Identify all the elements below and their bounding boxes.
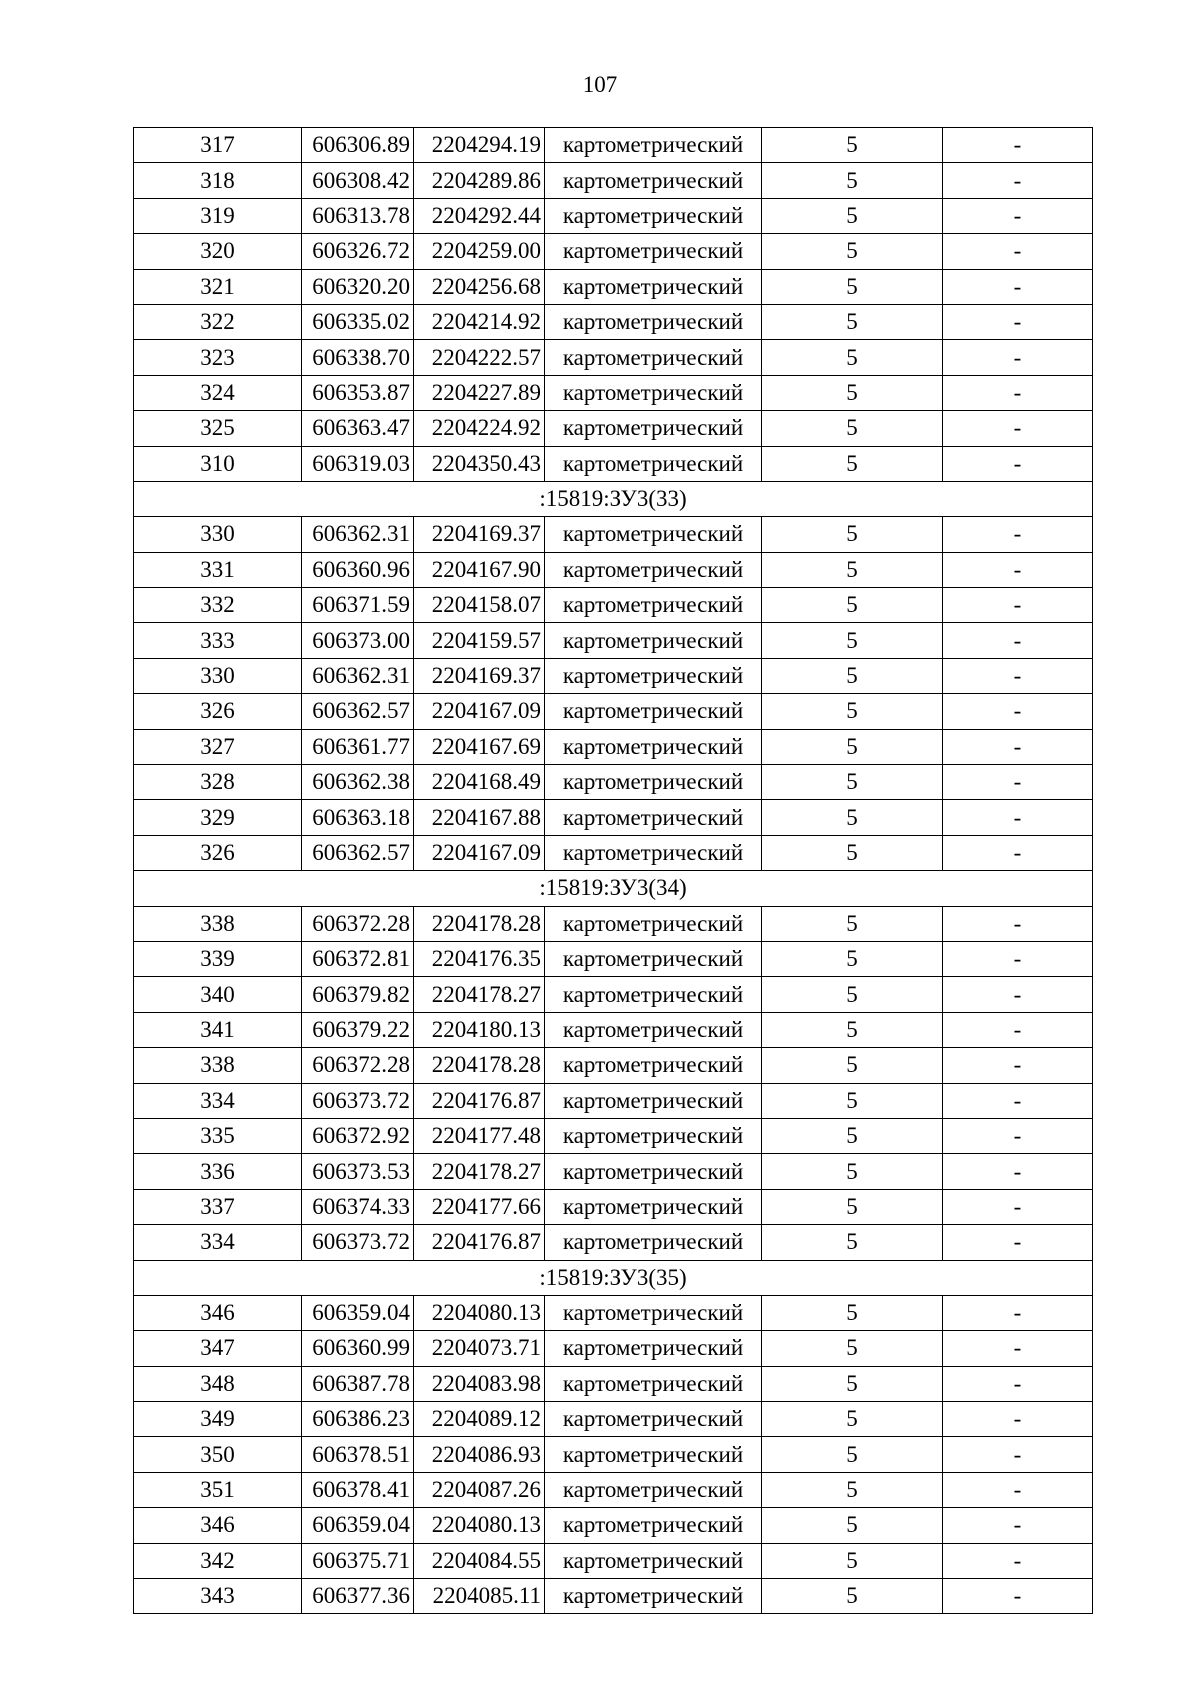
- point-number-cell: 319: [134, 198, 302, 233]
- y-coordinate-cell: 2204084.55: [414, 1543, 545, 1578]
- y-coordinate-cell: 2204089.12: [414, 1402, 545, 1437]
- note-cell: -: [943, 588, 1093, 623]
- note-cell: -: [943, 1118, 1093, 1153]
- coordinates-table: [133, 127, 1093, 1614]
- y-coordinate-cell: 2204178.27: [414, 1154, 545, 1189]
- table-row: [134, 729, 1093, 764]
- x-coordinate-cell: 606362.31: [302, 517, 414, 552]
- y-coordinate-cell: 2204292.44: [414, 198, 545, 233]
- point-number-cell: 330: [134, 517, 302, 552]
- x-coordinate-cell: 606353.87: [302, 375, 414, 410]
- y-coordinate-cell: 2204177.66: [414, 1189, 545, 1224]
- method-cell: картометрический: [545, 658, 762, 693]
- accuracy-cell: 5: [762, 163, 943, 198]
- method-cell: картометрический: [545, 198, 762, 233]
- x-coordinate-cell: 606378.41: [302, 1472, 414, 1507]
- note-cell: -: [943, 623, 1093, 658]
- point-number-cell: 351: [134, 1472, 302, 1507]
- note-cell: -: [943, 1048, 1093, 1083]
- y-coordinate-cell: 2204167.69: [414, 729, 545, 764]
- method-cell: картометрический: [545, 128, 762, 163]
- x-coordinate-cell: 606319.03: [302, 446, 414, 481]
- note-cell: -: [943, 1083, 1093, 1118]
- method-cell: картометрический: [545, 1402, 762, 1437]
- method-cell: картометрический: [545, 1083, 762, 1118]
- note-cell: -: [943, 1189, 1093, 1224]
- x-coordinate-cell: 606379.22: [302, 1012, 414, 1047]
- accuracy-cell: 5: [762, 658, 943, 693]
- accuracy-cell: 5: [762, 1083, 943, 1118]
- point-number-cell: 341: [134, 1012, 302, 1047]
- method-cell: картометрический: [545, 163, 762, 198]
- accuracy-cell: 5: [762, 765, 943, 800]
- x-coordinate-cell: 606359.04: [302, 1295, 414, 1330]
- note-cell: -: [943, 694, 1093, 729]
- x-coordinate-cell: 606320.20: [302, 269, 414, 304]
- table-row: [134, 1402, 1093, 1437]
- accuracy-cell: 5: [762, 1012, 943, 1047]
- note-cell: -: [943, 658, 1093, 693]
- table-row: [134, 1437, 1093, 1472]
- note-cell: -: [943, 1579, 1093, 1614]
- point-number-cell: 318: [134, 163, 302, 198]
- accuracy-cell: 5: [762, 1472, 943, 1507]
- accuracy-cell: 5: [762, 304, 943, 339]
- accuracy-cell: 5: [762, 269, 943, 304]
- method-cell: картометрический: [545, 1472, 762, 1507]
- y-coordinate-cell: 2204178.28: [414, 1048, 545, 1083]
- note-cell: -: [943, 765, 1093, 800]
- table-row: [134, 1331, 1093, 1366]
- note-cell: -: [943, 1543, 1093, 1578]
- point-number-cell: 322: [134, 304, 302, 339]
- y-coordinate-cell: 2204169.37: [414, 658, 545, 693]
- note-cell: -: [943, 906, 1093, 941]
- x-coordinate-cell: 606361.77: [302, 729, 414, 764]
- section-header-cell: :15819:ЗУ3(33): [134, 481, 1093, 516]
- accuracy-cell: 5: [762, 446, 943, 481]
- method-cell: картометрический: [545, 552, 762, 587]
- note-cell: -: [943, 1437, 1093, 1472]
- y-coordinate-cell: 2204167.09: [414, 835, 545, 870]
- point-number-cell: 337: [134, 1189, 302, 1224]
- x-coordinate-cell: 606360.99: [302, 1331, 414, 1366]
- method-cell: картометрический: [545, 1331, 762, 1366]
- x-coordinate-cell: 606313.78: [302, 198, 414, 233]
- point-number-cell: 333: [134, 623, 302, 658]
- note-cell: -: [943, 1295, 1093, 1330]
- note-cell: -: [943, 1154, 1093, 1189]
- accuracy-cell: 5: [762, 588, 943, 623]
- accuracy-cell: 5: [762, 517, 943, 552]
- note-cell: -: [943, 977, 1093, 1012]
- accuracy-cell: 5: [762, 694, 943, 729]
- y-coordinate-cell: 2204158.07: [414, 588, 545, 623]
- x-coordinate-cell: 606377.36: [302, 1579, 414, 1614]
- note-cell: -: [943, 304, 1093, 339]
- table-row: [134, 1083, 1093, 1118]
- x-coordinate-cell: 606378.51: [302, 1437, 414, 1472]
- accuracy-cell: 5: [762, 552, 943, 587]
- note-cell: -: [943, 1402, 1093, 1437]
- point-number-cell: 332: [134, 588, 302, 623]
- accuracy-cell: 5: [762, 340, 943, 375]
- point-number-cell: 325: [134, 411, 302, 446]
- table-row: [134, 800, 1093, 835]
- section-header-row: [134, 481, 1093, 516]
- x-coordinate-cell: 606371.59: [302, 588, 414, 623]
- note-cell: -: [943, 375, 1093, 410]
- method-cell: картометрический: [545, 1579, 762, 1614]
- accuracy-cell: 5: [762, 128, 943, 163]
- accuracy-cell: 5: [762, 375, 943, 410]
- method-cell: картометрический: [545, 941, 762, 976]
- y-coordinate-cell: 2204176.87: [414, 1083, 545, 1118]
- section-header-cell: :15819:ЗУ3(35): [134, 1260, 1093, 1295]
- y-coordinate-cell: 2204080.13: [414, 1508, 545, 1543]
- accuracy-cell: 5: [762, 411, 943, 446]
- accuracy-cell: 5: [762, 1189, 943, 1224]
- x-coordinate-cell: 606379.82: [302, 977, 414, 1012]
- accuracy-cell: 5: [762, 1437, 943, 1472]
- method-cell: картометрический: [545, 1154, 762, 1189]
- method-cell: картометрический: [545, 1508, 762, 1543]
- table-row: [134, 128, 1093, 163]
- table-row: [134, 163, 1093, 198]
- table-row: [134, 694, 1093, 729]
- method-cell: картометрический: [545, 835, 762, 870]
- point-number-cell: 335: [134, 1118, 302, 1153]
- accuracy-cell: 5: [762, 835, 943, 870]
- table-row: [134, 340, 1093, 375]
- note-cell: -: [943, 1012, 1093, 1047]
- method-cell: картометрический: [545, 694, 762, 729]
- x-coordinate-cell: 606362.38: [302, 765, 414, 800]
- x-coordinate-cell: 606373.00: [302, 623, 414, 658]
- x-coordinate-cell: 606373.72: [302, 1225, 414, 1260]
- x-coordinate-cell: 606375.71: [302, 1543, 414, 1578]
- y-coordinate-cell: 2204086.93: [414, 1437, 545, 1472]
- method-cell: картометрический: [545, 1189, 762, 1224]
- accuracy-cell: 5: [762, 941, 943, 976]
- y-coordinate-cell: 2204178.28: [414, 906, 545, 941]
- method-cell: картометрический: [545, 977, 762, 1012]
- point-number-cell: 338: [134, 906, 302, 941]
- point-number-cell: 317: [134, 128, 302, 163]
- x-coordinate-cell: 606362.57: [302, 694, 414, 729]
- note-cell: -: [943, 1366, 1093, 1401]
- method-cell: картометрический: [545, 623, 762, 658]
- method-cell: картометрический: [545, 1295, 762, 1330]
- y-coordinate-cell: 2204176.35: [414, 941, 545, 976]
- y-coordinate-cell: 2204289.86: [414, 163, 545, 198]
- accuracy-cell: 5: [762, 729, 943, 764]
- accuracy-cell: 5: [762, 1118, 943, 1153]
- table-row: [134, 1154, 1093, 1189]
- note-cell: -: [943, 340, 1093, 375]
- accuracy-cell: 5: [762, 1402, 943, 1437]
- x-coordinate-cell: 606338.70: [302, 340, 414, 375]
- x-coordinate-cell: 606363.47: [302, 411, 414, 446]
- y-coordinate-cell: 2204180.13: [414, 1012, 545, 1047]
- note-cell: -: [943, 128, 1093, 163]
- note-cell: -: [943, 269, 1093, 304]
- accuracy-cell: 5: [762, 1366, 943, 1401]
- y-coordinate-cell: 2204259.00: [414, 234, 545, 269]
- accuracy-cell: 5: [762, 198, 943, 233]
- method-cell: картометрический: [545, 1366, 762, 1401]
- method-cell: картометрический: [545, 375, 762, 410]
- accuracy-cell: 5: [762, 800, 943, 835]
- accuracy-cell: 5: [762, 623, 943, 658]
- x-coordinate-cell: 606372.92: [302, 1118, 414, 1153]
- point-number-cell: 348: [134, 1366, 302, 1401]
- table-row: [134, 1118, 1093, 1153]
- y-coordinate-cell: 2204224.92: [414, 411, 545, 446]
- accuracy-cell: 5: [762, 1154, 943, 1189]
- method-cell: картометрический: [545, 411, 762, 446]
- point-number-cell: 331: [134, 552, 302, 587]
- point-number-cell: 330: [134, 658, 302, 693]
- y-coordinate-cell: 2204177.48: [414, 1118, 545, 1153]
- x-coordinate-cell: 606373.72: [302, 1083, 414, 1118]
- accuracy-cell: 5: [762, 1048, 943, 1083]
- point-number-cell: 336: [134, 1154, 302, 1189]
- point-number-cell: 347: [134, 1331, 302, 1366]
- section-header-row: [134, 871, 1093, 906]
- table-row: [134, 1579, 1093, 1614]
- accuracy-cell: 5: [762, 1225, 943, 1260]
- x-coordinate-cell: 606326.72: [302, 234, 414, 269]
- y-coordinate-cell: 2204350.43: [414, 446, 545, 481]
- table-row: [134, 375, 1093, 410]
- note-cell: -: [943, 552, 1093, 587]
- table-row: [134, 1189, 1093, 1224]
- point-number-cell: 324: [134, 375, 302, 410]
- y-coordinate-cell: 2204256.68: [414, 269, 545, 304]
- y-coordinate-cell: 2204167.88: [414, 800, 545, 835]
- table-row: [134, 765, 1093, 800]
- method-cell: картометрический: [545, 906, 762, 941]
- coordinates-table-body: [134, 128, 1093, 1614]
- point-number-cell: 310: [134, 446, 302, 481]
- method-cell: картометрический: [545, 1048, 762, 1083]
- method-cell: картометрический: [545, 1543, 762, 1578]
- method-cell: картометрический: [545, 1437, 762, 1472]
- y-coordinate-cell: 2204214.92: [414, 304, 545, 339]
- point-number-cell: 326: [134, 835, 302, 870]
- y-coordinate-cell: 2204083.98: [414, 1366, 545, 1401]
- x-coordinate-cell: 606372.28: [302, 906, 414, 941]
- note-cell: -: [943, 1508, 1093, 1543]
- point-number-cell: 326: [134, 694, 302, 729]
- table-row: [134, 658, 1093, 693]
- y-coordinate-cell: 2204168.49: [414, 765, 545, 800]
- table-row: [134, 234, 1093, 269]
- method-cell: картометрический: [545, 340, 762, 375]
- table-row: [134, 941, 1093, 976]
- note-cell: -: [943, 234, 1093, 269]
- x-coordinate-cell: 606360.96: [302, 552, 414, 587]
- y-coordinate-cell: 2204159.57: [414, 623, 545, 658]
- x-coordinate-cell: 606387.78: [302, 1366, 414, 1401]
- note-cell: -: [943, 517, 1093, 552]
- method-cell: картометрический: [545, 729, 762, 764]
- point-number-cell: 340: [134, 977, 302, 1012]
- accuracy-cell: 5: [762, 977, 943, 1012]
- table-row: [134, 198, 1093, 233]
- accuracy-cell: 5: [762, 1579, 943, 1614]
- method-cell: картометрический: [545, 517, 762, 552]
- note-cell: -: [943, 729, 1093, 764]
- point-number-cell: 349: [134, 1402, 302, 1437]
- point-number-cell: 334: [134, 1083, 302, 1118]
- x-coordinate-cell: 606359.04: [302, 1508, 414, 1543]
- y-coordinate-cell: 2204167.90: [414, 552, 545, 587]
- x-coordinate-cell: 606386.23: [302, 1402, 414, 1437]
- method-cell: картометрический: [545, 269, 762, 304]
- x-coordinate-cell: 606373.53: [302, 1154, 414, 1189]
- note-cell: -: [943, 411, 1093, 446]
- y-coordinate-cell: 2204080.13: [414, 1295, 545, 1330]
- method-cell: картометрический: [545, 446, 762, 481]
- accuracy-cell: 5: [762, 1331, 943, 1366]
- table-row: [134, 1225, 1093, 1260]
- x-coordinate-cell: 606362.31: [302, 658, 414, 693]
- table-row: [134, 835, 1093, 870]
- y-coordinate-cell: 2204073.71: [414, 1331, 545, 1366]
- method-cell: картометрический: [545, 765, 762, 800]
- table-row: [134, 446, 1093, 481]
- x-coordinate-cell: 606306.89: [302, 128, 414, 163]
- table-row: [134, 1543, 1093, 1578]
- table-row: [134, 623, 1093, 658]
- table-row: [134, 977, 1093, 1012]
- point-number-cell: 321: [134, 269, 302, 304]
- note-cell: -: [943, 941, 1093, 976]
- point-number-cell: 338: [134, 1048, 302, 1083]
- x-coordinate-cell: 606308.42: [302, 163, 414, 198]
- table-row: [134, 1472, 1093, 1507]
- y-coordinate-cell: 2204085.11: [414, 1579, 545, 1614]
- y-coordinate-cell: 2204222.57: [414, 340, 545, 375]
- accuracy-cell: 5: [762, 1295, 943, 1330]
- point-number-cell: 329: [134, 800, 302, 835]
- accuracy-cell: 5: [762, 1508, 943, 1543]
- point-number-cell: 346: [134, 1508, 302, 1543]
- accuracy-cell: 5: [762, 906, 943, 941]
- point-number-cell: 320: [134, 234, 302, 269]
- section-header-cell: :15819:ЗУ3(34): [134, 871, 1093, 906]
- table-row: [134, 1012, 1093, 1047]
- x-coordinate-cell: 606374.33: [302, 1189, 414, 1224]
- y-coordinate-cell: 2204167.09: [414, 694, 545, 729]
- note-cell: -: [943, 1472, 1093, 1507]
- y-coordinate-cell: 2204087.26: [414, 1472, 545, 1507]
- note-cell: -: [943, 198, 1093, 233]
- note-cell: -: [943, 446, 1093, 481]
- table-row: [134, 411, 1093, 446]
- table-row: [134, 552, 1093, 587]
- x-coordinate-cell: 606335.02: [302, 304, 414, 339]
- method-cell: картометрический: [545, 1225, 762, 1260]
- table-row: [134, 1508, 1093, 1543]
- page-number: 107: [582, 72, 618, 97]
- point-number-cell: 327: [134, 729, 302, 764]
- point-number-cell: 339: [134, 941, 302, 976]
- method-cell: картометрический: [545, 304, 762, 339]
- accuracy-cell: 5: [762, 234, 943, 269]
- x-coordinate-cell: 606363.18: [302, 800, 414, 835]
- table-row: [134, 1048, 1093, 1083]
- note-cell: -: [943, 163, 1093, 198]
- table-row: [134, 588, 1093, 623]
- table-row: [134, 906, 1093, 941]
- table-row: [134, 1295, 1093, 1330]
- section-header-row: [134, 1260, 1093, 1295]
- note-cell: -: [943, 800, 1093, 835]
- table-row: [134, 517, 1093, 552]
- method-cell: картометрический: [545, 588, 762, 623]
- accuracy-cell: 5: [762, 1543, 943, 1578]
- y-coordinate-cell: 2204176.87: [414, 1225, 545, 1260]
- table-row: [134, 1366, 1093, 1401]
- method-cell: картометрический: [545, 1118, 762, 1153]
- note-cell: -: [943, 1225, 1093, 1260]
- y-coordinate-cell: 2204294.19: [414, 128, 545, 163]
- x-coordinate-cell: 606372.81: [302, 941, 414, 976]
- y-coordinate-cell: 2204178.27: [414, 977, 545, 1012]
- note-cell: -: [943, 1331, 1093, 1366]
- y-coordinate-cell: 2204227.89: [414, 375, 545, 410]
- point-number-cell: 328: [134, 765, 302, 800]
- table-row: [134, 304, 1093, 339]
- point-number-cell: 350: [134, 1437, 302, 1472]
- x-coordinate-cell: 606372.28: [302, 1048, 414, 1083]
- point-number-cell: 323: [134, 340, 302, 375]
- x-coordinate-cell: 606362.57: [302, 835, 414, 870]
- point-number-cell: 343: [134, 1579, 302, 1614]
- point-number-cell: 342: [134, 1543, 302, 1578]
- note-cell: -: [943, 835, 1093, 870]
- method-cell: картометрический: [545, 1012, 762, 1047]
- y-coordinate-cell: 2204169.37: [414, 517, 545, 552]
- table-row: [134, 269, 1093, 304]
- method-cell: картометрический: [545, 800, 762, 835]
- method-cell: картометрический: [545, 234, 762, 269]
- point-number-cell: 334: [134, 1225, 302, 1260]
- point-number-cell: 346: [134, 1295, 302, 1330]
